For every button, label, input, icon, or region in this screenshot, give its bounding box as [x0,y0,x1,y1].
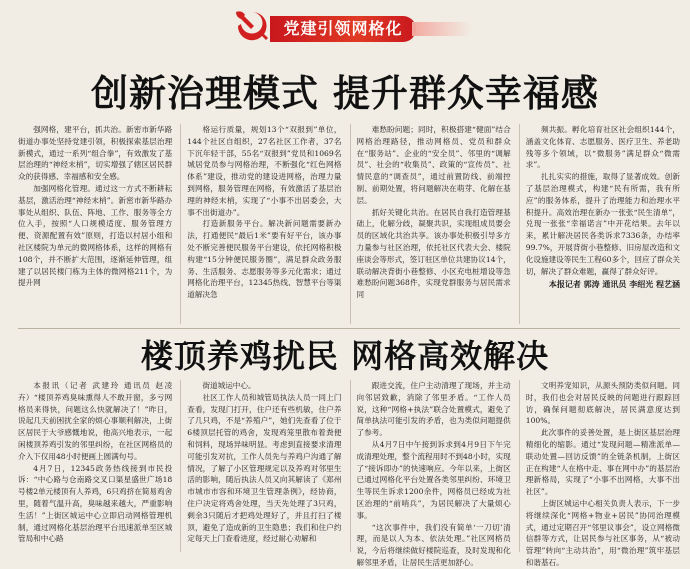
ribbon-tail [412,22,472,36]
story1-paragraph: 加强网格化管理。通过这一方式不断耕耘基层，激活治理“神经末梢”。新密市新华路办事处从组织、队伍、阵地、工作、服务等全方位入手，按照“人口规模适度、服务管理方便、资源配置有效”原则，打造以村居小组和社区楼院为单元的微网格体系，这样的网格有108个，并不断扩大范围，逐渐延伸管理，组建了以居民楼门栋为主体的微网格211个，为提升网 [18,183,173,288]
story1-body [18,124,680,324]
section-header [0,0,690,48]
story-divider [18,328,680,329]
story2-column [180,380,341,552]
story1-byline: 本报记者 郭涛 通讯员 李绍光 程艺涵 [548,280,680,290]
story2-paragraph: 上街区城运中心相关负责人表示，下一步将继续深化“网格+物业+居民”协同治理模式，通过定期召开“邻里议事会”，设立网格微信群等方式，让居民参与社区事务，从“被动管理”转向“主动共治”，用“微治理”筑牢基层和谐基石。 [525,498,680,567]
story2-paragraph: 社区工作人员和城管局执法人员一同上门查看，发现门打开，住户还有些机敏，住户养了几只鸡，不是“养殖户”，她们先查看了位于6楼顶层托管的鸡舍，发现鸡笼里散布着粪便和饲料，现场异味明显。考虑到直接要求清理可能引发对抗，工作人员先与养鸡户沟通了解情况，了解了小区管理规定以及养鸡对邻里生活的影响，随后执法人员又向其解读了《郑州市城市市容和环境卫生管理条例》，经协商，住户决定将鸡舍处理，当天先处理了3只鸡，剩余3只随后才把鸡处理好了，并且打扫了楼顶，避免了造成新的卫生隐患；我们和住户约定每天上门查看进度，经过耐心劝解和 [187,392,342,544]
story1-column [519,124,680,324]
story1-paragraph: 抓好关键化共治。在居民自我打造管理基础上，化解分歧，凝聚共识，实现组成员要会员的区域化共治共享。该办事处积极引导多方力量参与社区治理，依托社区代表大会、楼院座谈会等形式，签订驻区单位共建协议14个，联动解决背街小巷整修、小区充电桩增设等急难愁盼问题368件，实现党群服务与居民需求同 [356,207,511,300]
story1-headline: 创新治理模式 提升群众幸福感 [91,72,599,115]
story1-column [180,124,341,324]
story2-paragraph: 此次事件的妥善处置，是上街区基层治理精细化的缩影。通过“发现问题—精准派单—联动处置—回访反馈”的全链条机制，上街区正在构建“人在格中走、事在网中办”的基层治理新格局，实现了“小事不出网格，大事不出社区”。 [525,428,680,497]
story2-paragraph: 文明养宠知识，从源头预防类似问题。同时，我们也会对居民反映的问题进行跟踪回访，确保问题彻底解决，居民满意度达到100%。 [525,381,680,426]
story2-paragraph: 4月7日，12345政务热线接到市民投诉：“中心路与仓南路交叉口渠星盛世广场18号楼2单元楼顶有人养鸡，6只鸡挤在简易鸡舍里，随着气温升高，臭味越来越大，严重影响生活！”上街区城运中心立即启动网格管理机制，通过网格化基层治理平台迅速派单至区城管局和中心路 [18,463,173,544]
party-emblem-icon [232,8,272,42]
story2-column [18,380,172,552]
story2-paragraph: 街道城运中心。 [202,381,256,390]
story2-headline: 楼顶养鸡扰民 网格高效解决 [140,337,550,375]
story1-paragraph: 难愁盼问题；同时，积极搭建“健面”结合网格治理路径，推动网格员、党员和群众在“服务站”、企业的“安全员”、邻里的“调解员”、社会的“收集员”、政策的“宣传员”、社情民意的“调查员”，通过前置防线、前端控制、前期处置，将问题解决在萌芽、化解在基层。 [356,125,511,205]
story2-body [18,380,680,567]
story2-column [519,380,680,567]
story1-paragraph: 扎扎实实的措施，取得了显著成效。创新了基层治理模式，构建“民有所需，我有所应”的服务体系，提升了治理能力和治理水平积提升。高效治理在新办一张张“民生清单”，兑现一张张“幸福诺言”中开花结果。去年以来，累计解决居民各类诉求7336条，办结率99.7%，开展背街小巷整修、旧房屋改造和文化设施建设等民生工程60多个，回应了群众关切，解决了群众难题，赢得了群众好评。 [525,172,680,276]
story2-paragraph: 跟进交流，住户主动清理了现场，并主动向邻居致歉，消除了邻里矛盾。“工作人员说，这种“网格+执法”联合处置模式，避免了简单执法可能引发的矛盾，也为类似问题提供了参考。 [356,381,511,438]
section-title-ribbon: 党建引领网格化 [270,16,416,42]
story2-paragraph: 本报讯（记者 武建玲 通讯员 赵凌卉）“楼顶养鸡臭味熏得人不敢开窗，多亏网格员来得快，问题这么快就解决了！”昨日，说起几天前困扰全家的烦心事顺利解决，上街区居民于大爷感慨地说，他高兴地表示，一起闲楼顶养鸡引发的邻里纠纷，在社区网格员的介入下仅用48小时便画上圆满句号。 [18,381,173,461]
story2-paragraph: “这次事件中，我们没有简单‘一刀切’清理，而是以人为本、依法处理。”社区网格员说，今后将继续做好楼院巡查，及时发现和化解邻里矛盾，让居民生活更加舒心。 [356,522,511,567]
story1-paragraph: 格运行质量，规划13个“双报到”单位，144个社区自组织，27名社区工作者，37名下沉年轻干部，55名“双报到”党员和1069名城居党员参与网格治理，不断强化“红色网格体系”建设，推动党的建设进网格，治理力量到网格，服务管理在网格，有效激活了基层治理的神经末梢，实现了“小事不出居委会，大事不出街道办”。 [187,125,342,217]
story2-column [350,380,511,567]
story1-paragraph: 频共振。孵化培育社区社会组织144个，涵盖文化体育、志愿服务、医疗卫生、养老助残等多个领域，以“微服务”满足群众“微需求”。 [525,125,680,170]
story1-column [350,124,511,324]
story1-paragraph: 打造新服务平台。解决新问题需要新办法，打通便民“最后1米”要有好平台，该办事处不断完善便民服务平台建设，依托网格积极构建“15分钟便民服务圈”，满足群众政务服务、生活服务、志愿服务等多元化需求；通过网格化治理平台，12345热线、智慧平台等渠道解决急 [187,219,342,300]
story1-paragraph: 强网格，建平台，抓共治。新密市新华路街道办事处坚持党建引领，积极探索基层治理新模式，通过一系列“组合拳”，有效激发了基层治理的“神经末梢”，切实增强了辖区居民群众的获得感、幸福感和安全感。 [18,125,173,182]
story1-column [18,124,172,324]
story2-paragraph: 从4月7日中午接到诉求到4月9日下午完成清理处理，整个流程用时不到48小时，实现了“接诉即办”的快速响应。今年以来，上街区已通过网格化平台处置各类邻里纠纷、环境卫生等民生诉求1200余件，网格员已经成为社区治理的“前哨兵”，为居民解决了大量烦心事。 [356,439,511,520]
